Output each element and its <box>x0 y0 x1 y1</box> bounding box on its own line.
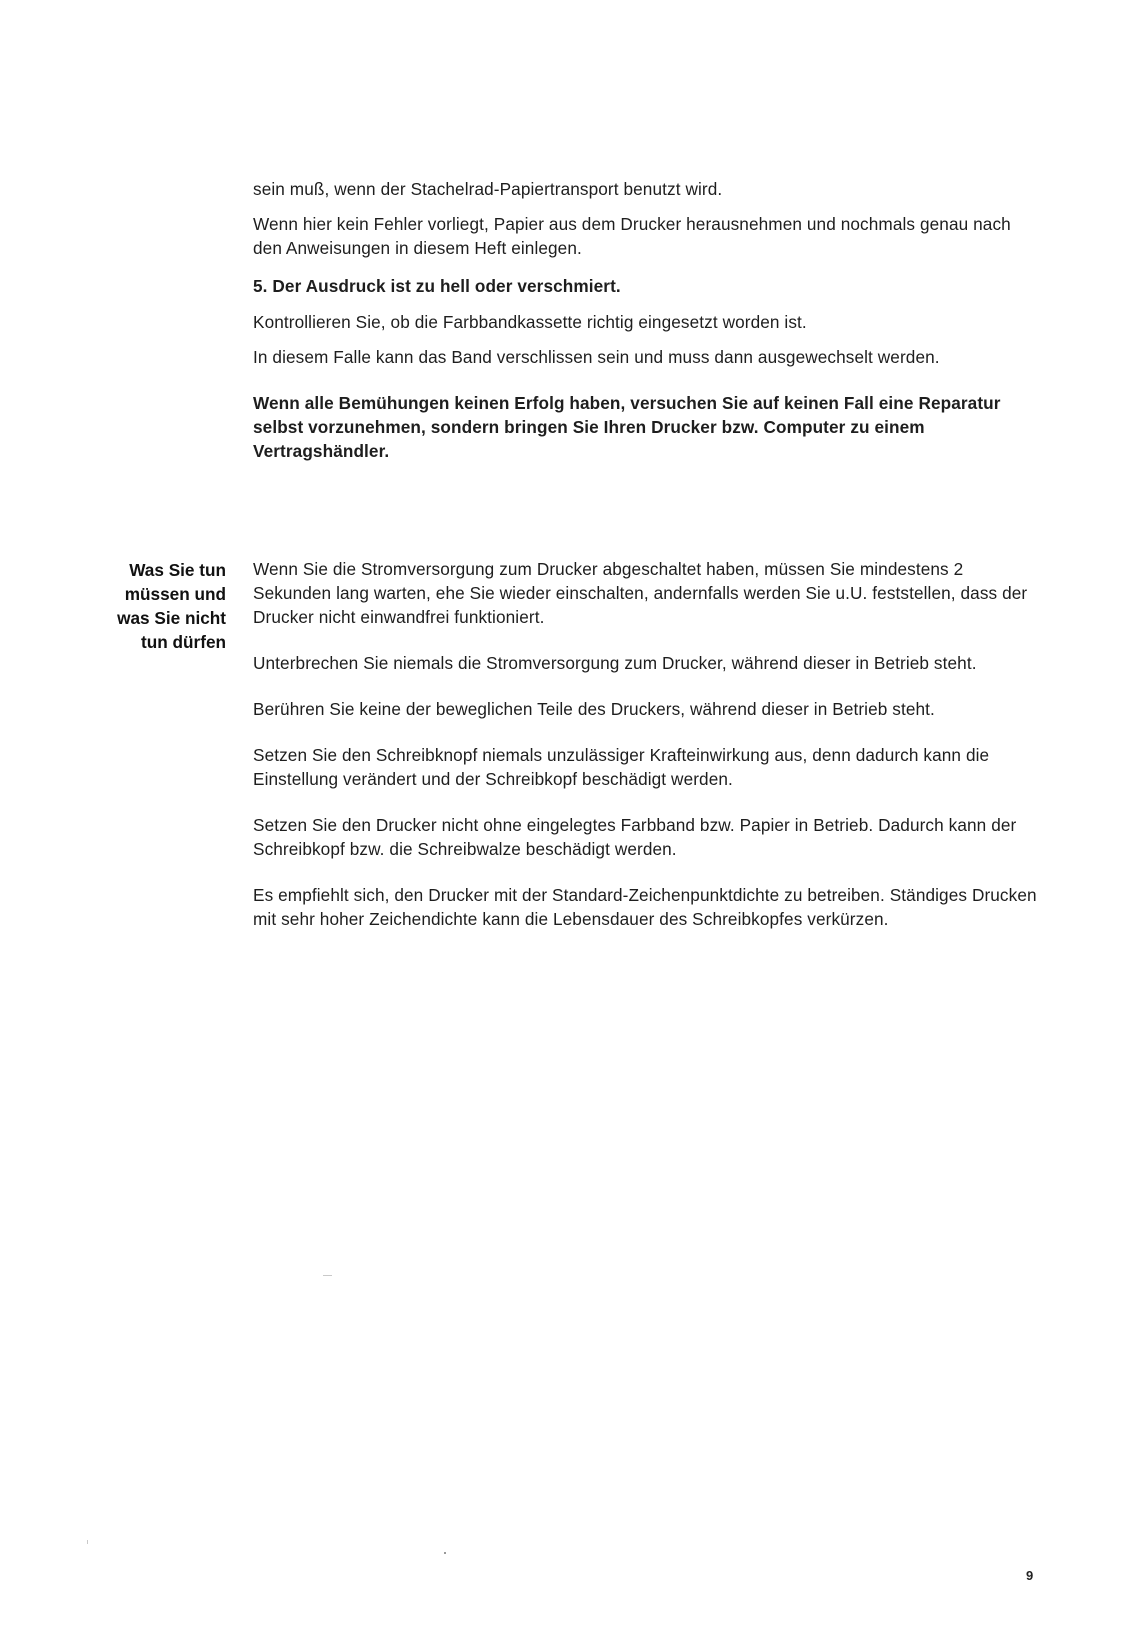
warning-note: Wenn alle Bemühungen keinen Erfolg haben, versuchen Sie auf keinen Fall eine Reparatur selbst vorzunehmen, sondern bringen Sie Ihren Drucker bzw. Computer zu einem Vertragshändler. <box>253 393 1001 461</box>
margin-heading <box>80 558 226 654</box>
scan-speck <box>87 1540 88 1544</box>
scan-speck <box>323 1275 332 1276</box>
paragraph: Setzen Sie den Drucker nicht ohne eingelegtes Farbband bzw. Papier in Betrieb. Dadurch kann der Schreibkopf bzw. die Schreibwalze beschädigt werden. <box>253 815 1017 859</box>
margin-heading-line: was Sie nicht <box>117 608 226 628</box>
paragraph: Es empfiehlt sich, den Drucker mit der Standard-Zeichenpunktdichte zu betreiben. Ständiges Drucken mit sehr hoher Zeichendichte kann die Lebensdauer des Schreibkopfes verkürzen. <box>253 885 1037 929</box>
paragraph: Unterbrechen Sie niemals die Stromversorgung zum Drucker, während dieser in Betrieb steht. <box>253 653 977 673</box>
paragraph: Wenn hier kein Fehler vorliegt, Papier aus dem Drucker herausnehmen und nochmals genau nach den Anweisungen in diesem Heft einlegen. <box>253 214 1011 258</box>
margin-heading-line: Was Sie tun <box>129 560 226 580</box>
paragraph: Kontrollieren Sie, ob die Farbbandkassette richtig eingesetzt worden ist. <box>253 312 807 332</box>
paragraph: Setzen Sie den Schreibknopf niemals unzulässiger Krafteinwirkung aus, denn dadurch kann die Einstellung verändert und der Schreibkopf beschädigt werden. <box>253 745 990 789</box>
paragraph: Berühren Sie keine der beweglichen Teile des Druckers, während dieser in Betrieb steht. <box>253 699 935 719</box>
paragraph: In diesem Falle kann das Band verschlissen sein und muss dann ausgewechselt werden. <box>253 347 940 367</box>
troubleshooting-section <box>253 177 1043 463</box>
margin-heading-line: müssen und <box>124 584 226 604</box>
paragraph: sein muß, wenn der Stachelrad-Papiertransport benutzt wird. <box>253 179 723 199</box>
margin-heading-line: tun dürfen <box>141 632 226 652</box>
paragraph: Wenn Sie die Stromversorgung zum Drucker abgeschaltet haben, müssen Sie mindestens 2 Sekunden lang warten, ehe Sie wieder einschalten, andernfalls werden Sie u.U. feststellen, dass der Drucker nicht einwandfrei funktioniert. <box>253 559 1028 627</box>
section-heading: 5. Der Ausdruck ist zu hell oder verschmiert. <box>253 276 621 296</box>
dos-and-donts-section <box>253 557 1043 953</box>
page-number: 9 <box>1026 1568 1034 1583</box>
scan-speck <box>444 1552 446 1554</box>
